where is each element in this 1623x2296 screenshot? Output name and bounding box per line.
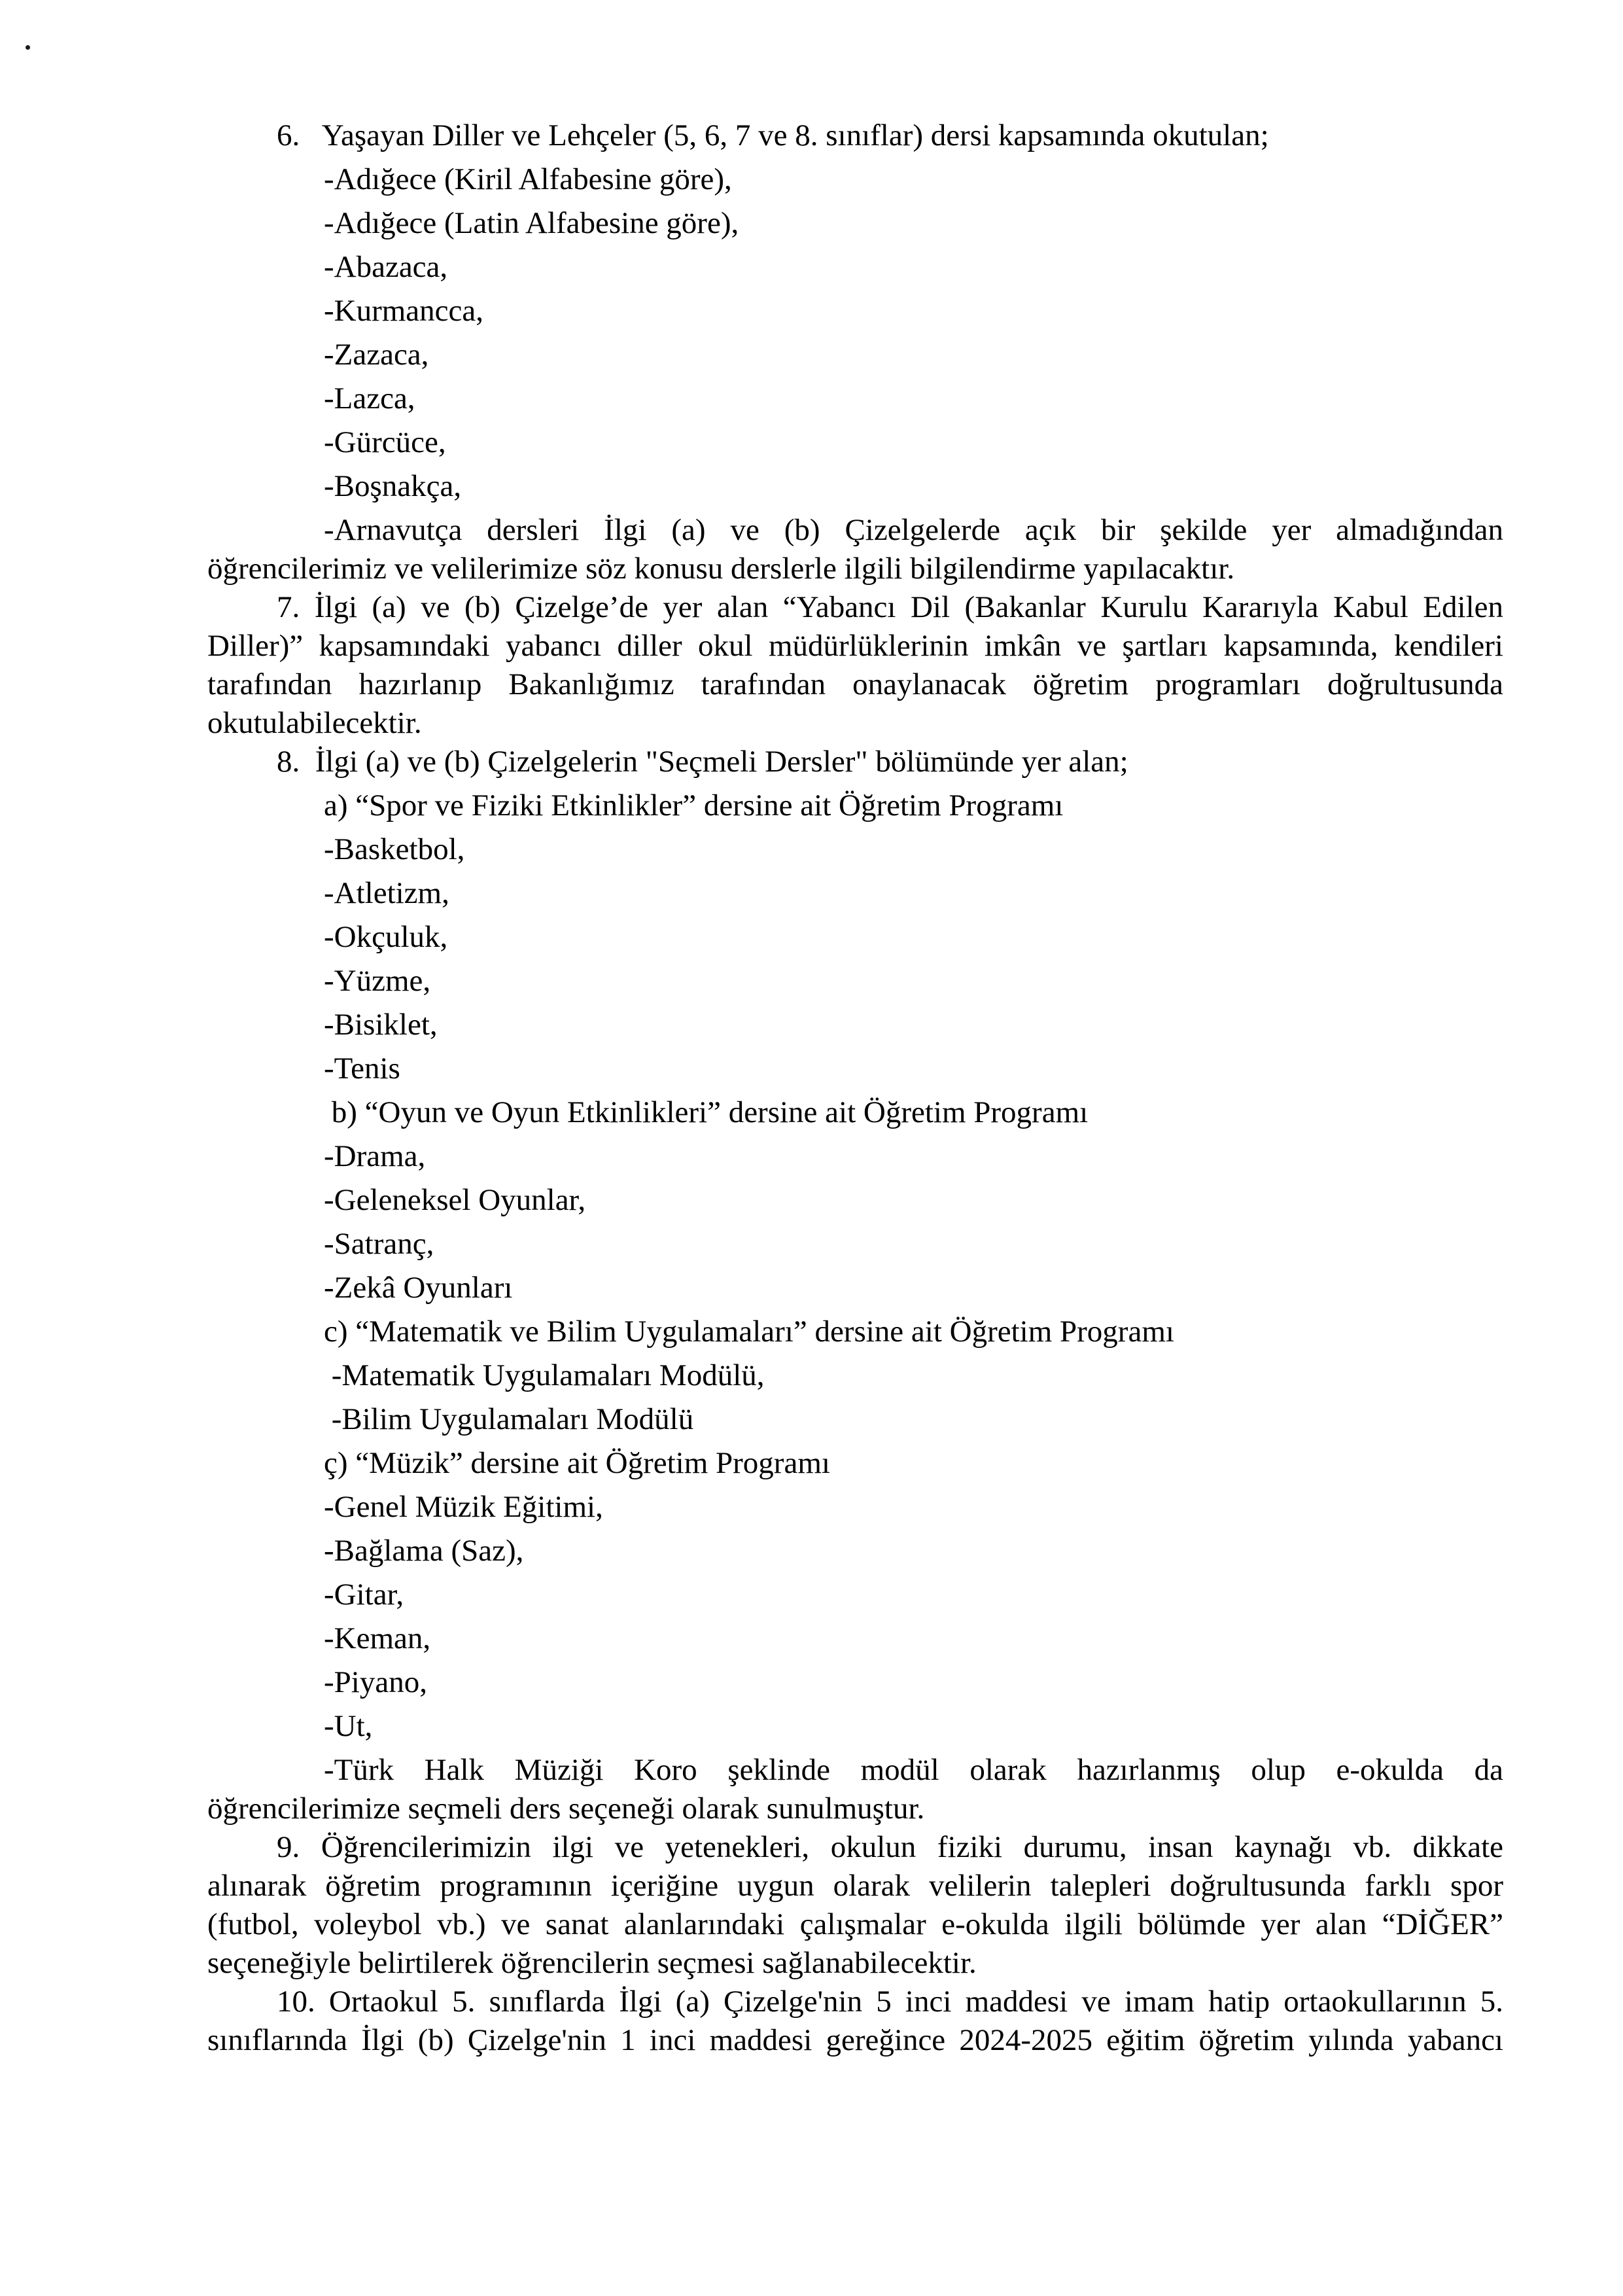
music-item: -Ut, (324, 1709, 373, 1743)
module-item: -Matematik Uygulamaları Modülü, (324, 1358, 765, 1392)
item-6-note-line: öğrencilerimiz ve velilerimize söz konusu derslerle ilgili bilgilendirme yapılacaktır. (207, 552, 1235, 586)
item-9-line: 9. Öğrencilerimizin ilgi ve yetenekleri, okulun fiziki durumu, insan kaynağı vb. dikkate (277, 1830, 1503, 1864)
language-item: -Zazaca, (324, 338, 429, 372)
paragraph-10 (207, 1983, 1503, 2060)
item-7-line: 7. İlgi (a) ve (b) Çizelge’de yer alan “Yabancı Dil (Bakanlar Kurulu Kararıyla Kabul Edilen (277, 590, 1503, 624)
game-item: -Drama, (324, 1139, 426, 1173)
language-item: -Boşnakça, (324, 469, 462, 503)
language-item: -Adığece (Kiril Alfabesine göre), (324, 162, 732, 196)
game-item: -Zekâ Oyunları (324, 1271, 513, 1305)
document-text-block (207, 116, 1503, 2060)
language-item: -Lazca, (324, 381, 415, 415)
item-10-line: sınıflarında İlgi (b) Çizelge'nin 1 inci maddesi gereğince 2024-2025 eğitim öğretim yılında yabancı (207, 2023, 1503, 2057)
item-9-line: seçeneğiyle belirtilerek öğrencilerin seçmesi sağlanabilecektir. (207, 1946, 977, 1980)
subitem-b-heading: b) “Oyun ve Oyun Etkinlikleri” dersine ait Öğretim Programı (324, 1095, 1089, 1129)
subitem-a-heading: a) “Spor ve Fiziki Etkinlikler” dersine ait Öğretim Programı (324, 788, 1064, 822)
paragraph-9 (207, 1828, 1503, 1983)
item-8-heading: 8. İlgi (a) ve (b) Çizelgelerin "Seçmeli Dersler" bölümünde yer alan; (277, 745, 1128, 779)
item-8-note-line: öğrencilerimize seçmeli ders seçeneği olarak sunulmuştur. (207, 1792, 925, 1826)
item-6-note-line: -Arnavutça dersleri İlgi (a) ve (b) Çizelgelerde açık bir şekilde yer almadığından (324, 513, 1503, 547)
item-8-note-line: -Türk Halk Müziği Koro şeklinde modül olarak hazırlanmış olup e-okulda da (324, 1753, 1503, 1787)
sport-item: -Basketbol, (324, 832, 465, 866)
item-7-line: tarafından hazırlanıp Bakanlığımız tarafından onaylanacak öğretim programları doğrultusunda (207, 667, 1503, 701)
language-item: -Abazaca, (324, 250, 448, 284)
item-9-line: (futbol, voleybol vb.) ve sanat alanlarındaki çalışmalar e-okulda ilgili bölümde yer alan “DİĞER” (207, 1907, 1503, 1941)
language-item: -Gürcüce, (324, 425, 446, 459)
item-7-line: okutulabilecektir. (207, 706, 422, 740)
sport-item: -Atletizm, (324, 876, 449, 910)
game-item: -Satranç, (324, 1227, 434, 1261)
item-7-line: Diller)” kapsamındaki yabancı diller okul müdürlüklerinin imkân ve şartları kapsamında, kendileri (207, 629, 1503, 663)
sport-item: -Bisiklet, (324, 1008, 438, 1042)
game-item: -Geleneksel Oyunlar, (324, 1183, 586, 1217)
sport-item: -Tenis (324, 1051, 400, 1086)
music-item: -Gitar, (324, 1578, 404, 1612)
paragraph-6 (207, 116, 1503, 588)
paragraph-8 (207, 743, 1503, 1828)
item-10-line: 10. Ortaokul 5. sınıflarda İlgi (a) Çizelge'nin 5 inci maddesi ve imam hatip ortaokullarının 5. (277, 1985, 1503, 2019)
module-item: -Bilim Uygulamaları Modülü (324, 1402, 694, 1436)
subitem-c-heading: c) “Matematik ve Bilim Uygulamaları” dersine ait Öğretim Programı (324, 1315, 1174, 1349)
sport-item: -Yüzme, (324, 964, 431, 998)
language-item: -Adığece (Latin Alfabesine göre), (324, 206, 739, 240)
item-6-heading: 6. Yaşayan Diller ve Lehçeler (5, 6, 7 ve 8. sınıflar) dersi kapsamında okutulan; (277, 118, 1269, 152)
music-item: -Bağlama (Saz), (324, 1534, 524, 1568)
sport-item: -Okçuluk, (324, 920, 448, 954)
paragraph-7 (207, 588, 1503, 743)
language-item: -Kurmancca, (324, 294, 483, 328)
stray-dot-mark (26, 45, 30, 50)
music-item: -Genel Müzik Eğitimi, (324, 1490, 603, 1524)
subitem-c-cedilla-heading: ç) “Müzik” dersine ait Öğretim Programı (324, 1446, 830, 1480)
music-item: -Piyano, (324, 1665, 427, 1699)
music-item: -Keman, (324, 1621, 431, 1655)
item-9-line: alınarak öğretim programının içeriğine uygun olarak velilerin talepleri doğrultusunda farklı spor (207, 1869, 1503, 1903)
